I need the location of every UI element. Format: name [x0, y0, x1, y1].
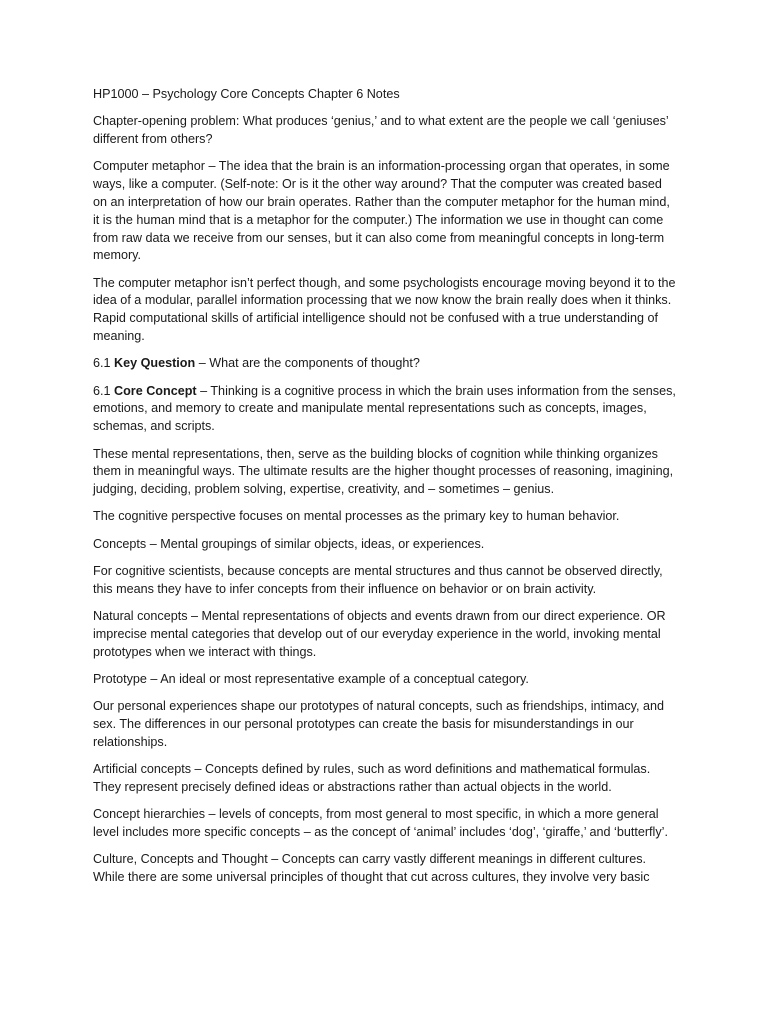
paragraph-computer-metaphor: Computer metaphor – The idea that the brain is an information-processing organ that operates, in some ways, like a computer. (Self-note: Or is it the other way around? That the computer was created based on an interpretation of how our brain operates. Rather than the computer metaphor for the human mind, it is the human mind that is a metaphor for the computer.) The information we use in thought can come from raw data we receive from our senses, but it can also come from meaningful concepts in long-term memory.	[93, 159, 670, 263]
paragraph-concepts: Concepts – Mental groupings of similar objects, ideas, or experiences.	[93, 536, 485, 551]
paragraph-mental-representations: These mental representations, then, serve as the building blocks of cognition while thinking organizes them in meaningful ways. The ultimate results are the higher thought processes of reasoning, imagining, judging, deciding, problem solving, expertise, creativity, and – sometimes – genius.	[93, 446, 674, 497]
section-number: 6.1	[93, 383, 115, 398]
paragraph-artificial-concepts: Artificial concepts – Concepts defined by rules, such as word definitions and mathematical formulas. They represent precisely defined ideas or abstractions rather than actual objects in the world.	[93, 762, 651, 794]
core-concept-label: Core Concept	[114, 383, 197, 398]
paragraph-culture-concepts: Culture, Concepts and Thought – Concepts can carry vastly different meanings in different cultures. While there are some universal principles of thought that cut across cultures, they involve very basic	[93, 852, 650, 885]
document-title: HP1000 – Psychology Core Concepts Chapter 6 Notes	[93, 87, 400, 101]
document-page	[93, 86, 677, 896]
paragraph-cognitive-perspective: The cognitive perspective focuses on mental processes as the primary key to human behavior.	[93, 509, 620, 524]
key-question-text: – What are the components of thought?	[195, 356, 420, 371]
paragraph-key-question	[93, 355, 677, 373]
paragraph-core-concept	[93, 383, 677, 436]
paragraph-concept-hierarchies: Concept hierarchies – levels of concepts, from most general to most specific, in which a more general level includes more specific concepts – as the concept of ‘animal’ includes ‘dog’, ‘giraffe,’ and ‘butterfly’.	[93, 807, 668, 840]
paragraph-prototype: Prototype – An ideal or most representative example of a conceptual category.	[93, 672, 529, 687]
paragraph-personal-experiences: Our personal experiences shape our prototypes of natural concepts, such as friendships, intimacy, and sex. The differences in our personal prototypes can create the basis for misunderstandings in our relationships.	[93, 699, 664, 749]
key-question-label: Key Question	[114, 356, 196, 371]
core-concept-text: – Thinking is a cognitive process in which the brain uses information from the senses, emotions, and memory to create and manipulate mental representations such as concepts, images, schemas, and scripts.	[93, 383, 676, 434]
paragraph-metaphor-limits: The computer metaphor isn’t perfect though, and some psychologists encourage moving beyond it to the idea of a modular, parallel information processing that we now know the brain really does when it thinks. Rapid computational skills of artificial intelligence should not be confused with a true understanding of meaning.	[93, 275, 676, 344]
paragraph-natural-concepts: Natural concepts – Mental representations of objects and events drawn from our direct experience. OR imprecise mental categories that develop out of our everyday experience in the world, invoking mental prototypes when we interact with things.	[93, 609, 666, 659]
paragraph-opening-problem: Chapter-opening problem: What produces ‘genius,’ and to what extent are the people we call ‘geniuses’ different from others?	[93, 114, 669, 147]
paragraph-cognitive-scientists: For cognitive scientists, because concepts are mental structures and thus cannot be observed directly, this means they have to infer concepts from their influence on behavior or on brain activity.	[93, 564, 663, 596]
section-number: 6.1	[93, 356, 115, 371]
